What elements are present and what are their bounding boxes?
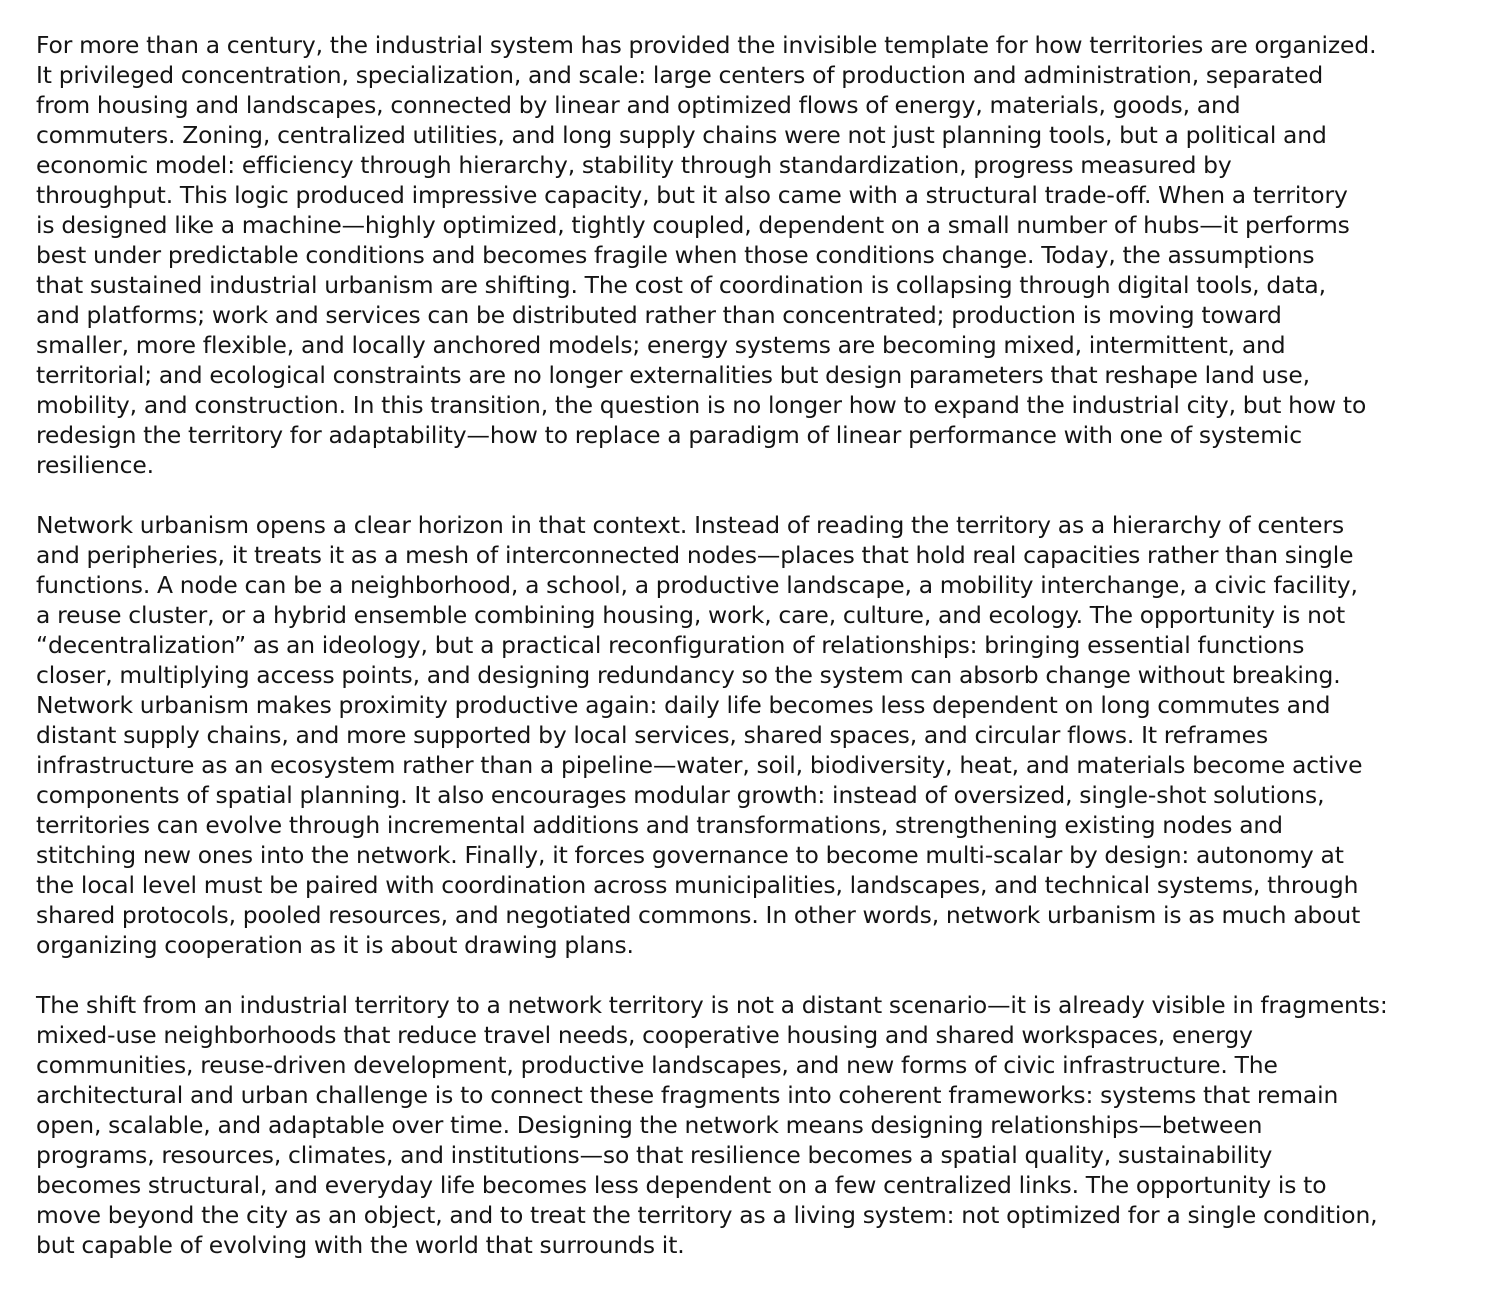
text-line: commuters. Zoning, centralized utilities, and long supply chains were not just planning tools, but a political and [36, 121, 1327, 149]
text-line: territorial; and ecological constraints are no longer externalities but design parameters that reshape land use, [36, 361, 1310, 389]
text-line: best under predictable conditions and becomes fragile when those conditions change. Today, the assumptions [36, 241, 1315, 269]
text-line: “decentralization” as an ideology, but a practical reconfiguration of relationships: bringing essential functions [36, 631, 1305, 659]
text-line: is designed like a machine—highly optimized, tightly coupled, dependent on a small number of hubs—it performs [36, 211, 1350, 239]
document-body [36, 30, 1476, 1260]
text-line: distant supply chains, and more supported by local services, shared spaces, and circular flows. It reframes [36, 721, 1269, 749]
text-line: stitching new ones into the network. Finally, it forces governance to become multi-scalar by design: autonomy at [36, 841, 1344, 869]
text-line: smaller, more flexible, and locally anchored models; energy systems are becoming mixed, intermittent, and [36, 331, 1286, 359]
text-line: infrastructure as an ecosystem rather than a pipeline—water, soil, biodiversity, heat, and materials become active [36, 751, 1363, 779]
text-line: For more than a century, the industrial system has provided the invisible template for how territories are organized. [36, 31, 1377, 59]
paragraph-industrial-system [36, 30, 1476, 480]
text-line: but capable of evolving with the world that surrounds it. [36, 1231, 685, 1259]
text-line: closer, multiplying access points, and designing redundancy so the system can absorb change without breaking. [36, 661, 1341, 689]
text-line: Network urbanism opens a clear horizon in that context. Instead of reading the territory as a hierarchy of centers [36, 511, 1345, 539]
paragraph-shift-to-network [36, 990, 1476, 1260]
text-line: The shift from an industrial territory to a network territory is not a distant scenario—it is already visible in fragments: [36, 991, 1388, 1019]
paragraph-network-urbanism [36, 510, 1476, 960]
text-line: the local level must be paired with coordination across municipalities, landscapes, and technical systems, through [36, 871, 1359, 899]
text-line: components of spatial planning. It also encourages modular growth: instead of oversized, single-shot solutions, [36, 781, 1325, 809]
text-line: It privileged concentration, specialization, and scale: large centers of production and administration, separated [36, 61, 1324, 89]
text-line: open, scalable, and adaptable over time. Designing the network means designing relationships—between [36, 1111, 1263, 1139]
text-line: functions. A node can be a neighborhood, a school, a productive landscape, a mobility interchange, a civic facility, [36, 571, 1358, 599]
text-line: mixed-use neighborhoods that reduce travel needs, cooperative housing and shared workspaces, energy [36, 1021, 1253, 1049]
text-line: shared protocols, pooled resources, and negotiated commons. In other words, network urbanism is as much about [36, 901, 1361, 929]
text-line: organizing cooperation as it is about drawing plans. [36, 931, 634, 959]
text-line: and platforms; work and services can be distributed rather than concentrated; production is moving toward [36, 301, 1282, 329]
text-line: throughput. This logic produced impressive capacity, but it also came with a structural trade-off. When a territory [36, 181, 1348, 209]
text-line: that sustained industrial urbanism are shifting. The cost of coordination is collapsing through digital tools, data, [36, 271, 1326, 299]
text-line: architectural and urban challenge is to connect these fragments into coherent frameworks: systems that remain [36, 1081, 1339, 1109]
text-line: redesign the territory for adaptability—how to replace a paradigm of linear performance with one of systemic [36, 421, 1303, 449]
text-line: communities, reuse-driven development, productive landscapes, and new forms of civic infrastructure. The [36, 1051, 1278, 1079]
text-line: mobility, and construction. In this transition, the question is no longer how to expand the industrial city, but how to [36, 391, 1367, 419]
text-line: programs, resources, climates, and institutions—so that resilience becomes a spatial quality, sustainability [36, 1141, 1273, 1169]
text-line: becomes structural, and everyday life becomes less dependent on a few centralized links. The opportunity is to [36, 1171, 1327, 1199]
text-line: from housing and landscapes, connected by linear and optimized flows of energy, materials, goods, and [36, 91, 1241, 119]
text-line: and peripheries, it treats it as a mesh of interconnected nodes—places that hold real capacities rather than single [36, 541, 1354, 569]
text-line: resilience. [36, 451, 154, 479]
text-line: territories can evolve through incremental additions and transformations, strengthening existing nodes and [36, 811, 1283, 839]
text-line: Network urbanism makes proximity productive again: daily life becomes less dependent on long commutes and [36, 691, 1331, 719]
text-line: economic model: efficiency through hierarchy, stability through standardization, progress measured by [36, 151, 1232, 179]
text-line: a reuse cluster, or a hybrid ensemble combining housing, work, care, culture, and ecology. The opportunity is not [36, 601, 1346, 629]
text-line: move beyond the city as an object, and to treat the territory as a living system: not optimized for a single condition, [36, 1201, 1378, 1229]
